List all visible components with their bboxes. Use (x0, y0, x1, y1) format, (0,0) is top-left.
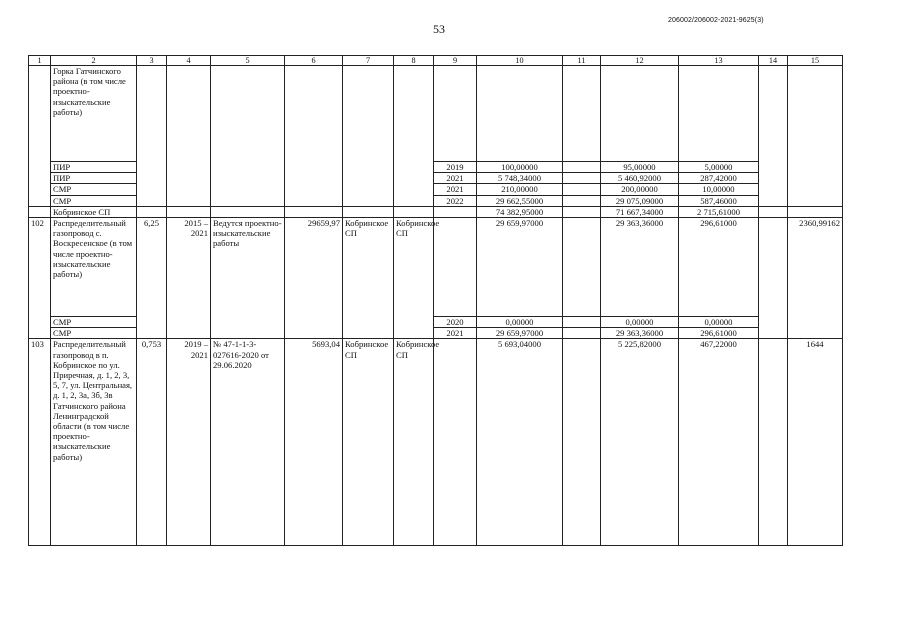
amount-regional: 29 363,36000 (601, 328, 679, 339)
col15-cell: 1644 (788, 339, 843, 546)
amount-local: 287,42000 (679, 173, 759, 184)
subtotal-total: 74 382,95000 (477, 206, 563, 217)
table-row (29, 66, 843, 162)
object-name: Распределительный газопровод в п. Кобринское по ул. Приречная, д. 1, 2, 3, 5, 7, ул. Центральная, д. 1, 2, 3а, 3б, 3в Гатчинского района Ленинградской области (в том числе проектно-изыскательские работы) (51, 339, 137, 546)
amount-regional: 5 225,82000 (601, 339, 679, 546)
year-cell: 2022 (434, 195, 477, 206)
subtotal-regional: 71 667,34000 (601, 206, 679, 217)
subtotal-row (29, 206, 843, 217)
status-cell: Ведутся проектно-изыскательские работы (211, 218, 285, 339)
data-table (28, 55, 843, 546)
column-header: 11 (563, 56, 601, 66)
subtotal-local: 2 715,61000 (679, 206, 759, 217)
amount-regional: 95,00000 (601, 162, 679, 173)
column-header: 7 (343, 56, 394, 66)
amount-local: 0,00000 (679, 317, 759, 328)
row-number: 103 (29, 339, 51, 546)
subtotal-label: Кобринское СП (51, 206, 137, 217)
amount-regional: 200,00000 (601, 184, 679, 195)
row-number: 102 (29, 218, 51, 339)
work-type: ПИР (51, 162, 137, 173)
amount-local: 296,61000 (679, 328, 759, 339)
amount-local: 5,00000 (679, 162, 759, 173)
table-row (29, 339, 843, 546)
work-type: СМР (51, 317, 137, 328)
owner-cell: Кобринское СП (394, 339, 434, 546)
work-type: ПИР (51, 173, 137, 184)
column-header: 13 (679, 56, 759, 66)
length-cell: 0,753 (137, 339, 167, 546)
column-header: 15 (788, 56, 843, 66)
amount-total: 100,00000 (477, 162, 563, 173)
amount-local: 467,22000 (679, 339, 759, 546)
amount-regional: 29 363,36000 (601, 218, 679, 317)
year-cell: 2021 (434, 328, 477, 339)
amount-total: 0,00000 (477, 317, 563, 328)
owner-cell: Кобринское СП (394, 218, 434, 339)
column-header: 4 (167, 56, 211, 66)
amount-total: 29 662,55000 (477, 195, 563, 206)
column-header: 9 (434, 56, 477, 66)
cost-cell: 29659,97 (285, 218, 343, 339)
column-header: 2 (51, 56, 137, 66)
amount-total: 5 748,34000 (477, 173, 563, 184)
column-header: 10 (477, 56, 563, 66)
amount-total: 29 659,97000 (477, 218, 563, 317)
amount-local: 587,46000 (679, 195, 759, 206)
amount-regional: 29 075,09000 (601, 195, 679, 206)
column-header: 14 (759, 56, 788, 66)
column-header: 8 (394, 56, 434, 66)
column-header: 6 (285, 56, 343, 66)
customer-cell: Кобринское СП (343, 339, 394, 546)
amount-total: 210,00000 (477, 184, 563, 195)
year-cell: 2019 (434, 162, 477, 173)
year-cell: 2021 (434, 173, 477, 184)
document-code: 206002/206002-2021-9625(3) (668, 17, 764, 24)
column-header: 3 (137, 56, 167, 66)
col15-cell: 2360,99162 (788, 218, 843, 339)
status-cell: № 47-1-1-3-027616-2020 от 29.06.2020 (211, 339, 285, 546)
row-number-cell (29, 66, 51, 207)
amount-local: 10,00000 (679, 184, 759, 195)
object-name: Распределительный газопровод с. Воскресенское (в том числе проектно-изыскательские работы) (51, 218, 137, 317)
amount-total: 5 693,04000 (477, 339, 563, 546)
page-number: 53 (433, 22, 445, 36)
amount-regional: 0,00000 (601, 317, 679, 328)
customer-cell: Кобринское СП (343, 218, 394, 339)
year-cell: 2021 (434, 184, 477, 195)
object-name: Горка Гатчинского района (в том числе проектно-изыскательские работы) (51, 66, 137, 162)
column-header: 5 (211, 56, 285, 66)
cost-cell: 5693,04 (285, 339, 343, 546)
column-header: 1 (29, 56, 51, 66)
column-header: 12 (601, 56, 679, 66)
length-cell: 6,25 (137, 218, 167, 339)
amount-total: 29 659,97000 (477, 328, 563, 339)
work-type: СМР (51, 184, 137, 195)
table-row (29, 218, 843, 317)
work-type: СМР (51, 328, 137, 339)
period-cell: 2015 – 2021 (167, 218, 211, 339)
year-cell: 2020 (434, 317, 477, 328)
work-type: СМР (51, 195, 137, 206)
amount-local: 296,61000 (679, 218, 759, 317)
amount-regional: 5 460,92000 (601, 173, 679, 184)
column-header-row (29, 56, 843, 66)
period-cell: 2019 – 2021 (167, 339, 211, 546)
